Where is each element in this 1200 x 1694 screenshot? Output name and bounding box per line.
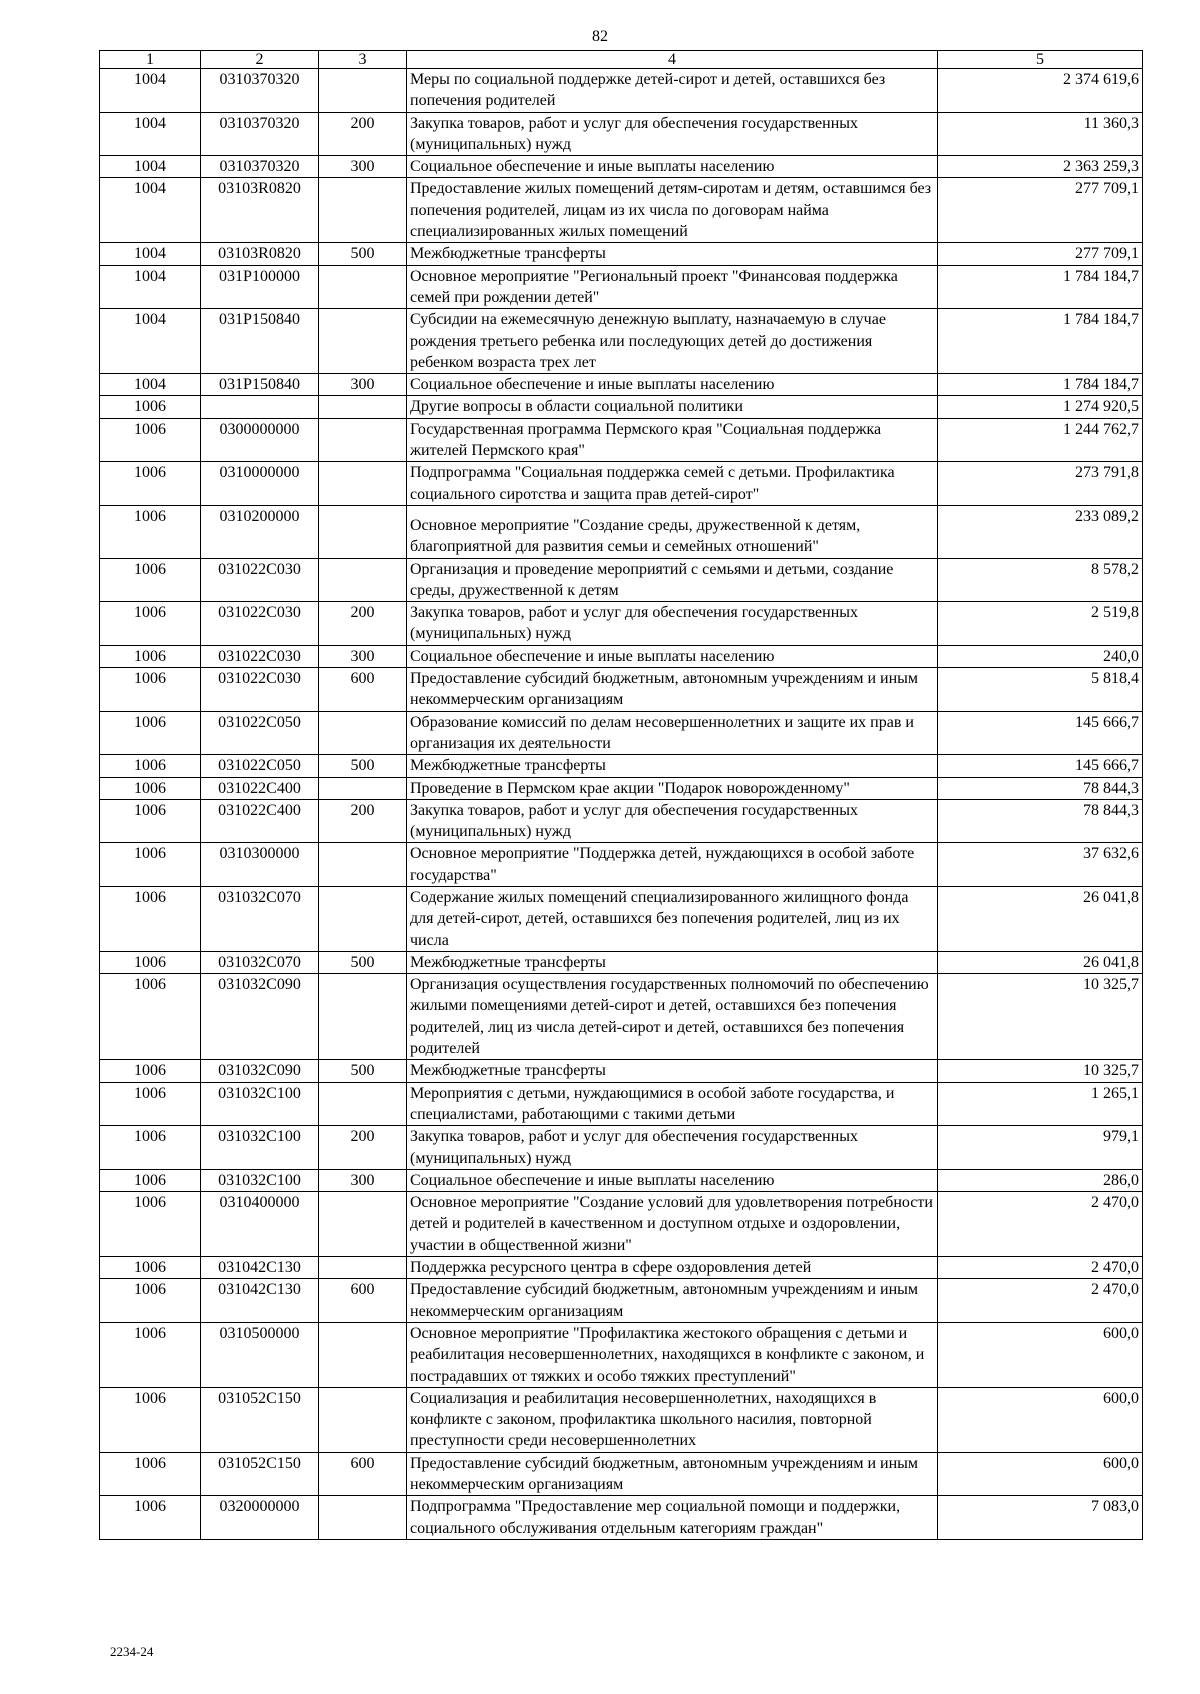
- table-row: [100, 558, 1143, 602]
- amount-cell: 600,0: [938, 1322, 1143, 1387]
- table-row: [100, 243, 1143, 265]
- table-row: [100, 396, 1143, 418]
- table-row: [100, 374, 1143, 396]
- target-article-cell: [201, 396, 319, 418]
- description-cell: Подпрограмма "Предоставление мер социальной помощи и поддержки, социального обслуживания отдельным категориям граждан": [407, 1496, 938, 1540]
- table-row: [100, 951, 1143, 973]
- target-article-cell: 031022С030: [201, 668, 319, 712]
- table-row: [100, 309, 1143, 374]
- table-row: [100, 645, 1143, 667]
- description-cell: Основное мероприятие "Поддержка детей, нуждающихся в особой заботе государства": [407, 843, 938, 887]
- expense-type-cell: 200: [319, 1126, 407, 1170]
- description-cell: Социальное обеспечение и иные выплаты населению: [407, 374, 938, 396]
- amount-cell: 1 265,1: [938, 1082, 1143, 1126]
- description-cell: Меры по социальной поддержке детей-сирот и детей, оставшихся без попечения родителей: [407, 69, 938, 113]
- amount-cell: 1 244 762,7: [938, 418, 1143, 462]
- description-cell: Предоставление субсидий бюджетным, автономным учреждениям и иным некоммерческим организациям: [407, 668, 938, 712]
- section-code-cell: 1006: [100, 1192, 201, 1257]
- section-code-cell: 1006: [100, 505, 201, 558]
- amount-cell: 2 374 619,6: [938, 69, 1143, 113]
- target-article-cell: 031032С100: [201, 1082, 319, 1126]
- section-code-cell: 1006: [100, 1322, 201, 1387]
- target-article-cell: 031022С030: [201, 602, 319, 646]
- section-code-cell: 1006: [100, 1082, 201, 1126]
- target-article-cell: 0310370320: [201, 69, 319, 113]
- expense-type-cell: [319, 886, 407, 951]
- section-code-cell: 1004: [100, 265, 201, 309]
- table-row: [100, 799, 1143, 843]
- expense-type-cell: [319, 462, 407, 506]
- table-row: [100, 265, 1143, 309]
- target-article-cell: 0310500000: [201, 1322, 319, 1387]
- target-article-cell: 031042С130: [201, 1257, 319, 1279]
- amount-cell: 1 274 920,5: [938, 396, 1143, 418]
- target-article-cell: 031052С150: [201, 1387, 319, 1452]
- section-code-cell: 1006: [100, 777, 201, 799]
- description-cell: Предоставление субсидий бюджетным, автономным учреждениям и иным некоммерческим организациям: [407, 1279, 938, 1323]
- description-cell: Закупка товаров, работ и услуг для обеспечения государственных (муниципальных) нужд: [407, 799, 938, 843]
- expense-type-cell: 300: [319, 374, 407, 396]
- expense-type-cell: [319, 558, 407, 602]
- description-cell: Социальное обеспечение и иные выплаты населению: [407, 156, 938, 178]
- section-code-cell: 1006: [100, 418, 201, 462]
- table-row: [100, 974, 1143, 1060]
- header-row: [100, 51, 1143, 69]
- table-row: [100, 505, 1143, 558]
- target-article-cell: 0310000000: [201, 462, 319, 506]
- header-col-2: 2: [201, 51, 319, 69]
- expense-type-cell: 200: [319, 799, 407, 843]
- expense-type-cell: [319, 418, 407, 462]
- description-cell: Государственная программа Пермского края "Социальная поддержка жителей Пермского края": [407, 418, 938, 462]
- description-cell: Межбюджетные трансферты: [407, 951, 938, 973]
- expense-type-cell: 500: [319, 243, 407, 265]
- page-number: 82: [592, 28, 608, 45]
- target-article-cell: 03103R0820: [201, 243, 319, 265]
- expense-type-cell: 300: [319, 1169, 407, 1191]
- target-article-cell: 031032С090: [201, 1060, 319, 1082]
- section-code-cell: 1006: [100, 462, 201, 506]
- amount-cell: 2 470,0: [938, 1192, 1143, 1257]
- description-cell: Образование комиссий по делам несовершеннолетних и защите их прав и организация их деятельности: [407, 711, 938, 755]
- expense-type-cell: [319, 777, 407, 799]
- table-row: [100, 178, 1143, 243]
- expense-type-cell: [319, 1257, 407, 1279]
- section-code-cell: 1006: [100, 1452, 201, 1496]
- description-cell: Закупка товаров, работ и услуг для обеспечения государственных (муниципальных) нужд: [407, 602, 938, 646]
- section-code-cell: 1004: [100, 69, 201, 113]
- description-cell: Предоставление субсидий бюджетным, автономным учреждениям и иным некоммерческим организациям: [407, 1452, 938, 1496]
- expense-type-cell: [319, 974, 407, 1060]
- amount-cell: 600,0: [938, 1452, 1143, 1496]
- target-article-cell: 031032С100: [201, 1169, 319, 1191]
- table-row: [100, 1387, 1143, 1452]
- amount-cell: 240,0: [938, 645, 1143, 667]
- description-cell: Основное мероприятие "Создание условий для удовлетворения потребности детей и родителей в качественном и доступном отдыхе и оздоровлении, участии в общественной жизни": [407, 1192, 938, 1257]
- section-code-cell: 1006: [100, 668, 201, 712]
- target-article-cell: 031032С070: [201, 886, 319, 951]
- amount-cell: 286,0: [938, 1169, 1143, 1191]
- description-cell: Социальное обеспечение и иные выплаты населению: [407, 645, 938, 667]
- amount-cell: 7 083,0: [938, 1496, 1143, 1540]
- description-cell: Основное мероприятие "Профилактика жестокого обращения с детьми и реабилитация несовершеннолетних, находящихся в конфликте с законом, и пострадавших от тяжких и особо тяжких преступлений": [407, 1322, 938, 1387]
- expense-type-cell: 600: [319, 1279, 407, 1323]
- amount-cell: 2 470,0: [938, 1257, 1143, 1279]
- description-cell: Мероприятия с детьми, нуждающимися в особой заботе государства, и специалистами, работающими с такими детьми: [407, 1082, 938, 1126]
- amount-cell: 277 709,1: [938, 178, 1143, 243]
- amount-cell: 37 632,6: [938, 843, 1143, 887]
- target-article-cell: 0310370320: [201, 156, 319, 178]
- amount-cell: 8 578,2: [938, 558, 1143, 602]
- target-article-cell: 031P100000: [201, 265, 319, 309]
- amount-cell: 78 844,3: [938, 777, 1143, 799]
- description-cell: Проведение в Пермском крае акции "Подарок новорожденному": [407, 777, 938, 799]
- expense-type-cell: [319, 1192, 407, 1257]
- section-code-cell: 1006: [100, 1060, 201, 1082]
- section-code-cell: 1006: [100, 396, 201, 418]
- table-row: [100, 156, 1143, 178]
- description-cell: Предоставление жилых помещений детям-сиротам и детям, оставшимся без попечения родителей, лицам из их числа по договорам найма специализированных жилых помещений: [407, 178, 938, 243]
- description-cell: Закупка товаров, работ и услуг для обеспечения государственных (муниципальных) нужд: [407, 112, 938, 156]
- target-article-cell: 031022С400: [201, 777, 319, 799]
- section-code-cell: 1006: [100, 886, 201, 951]
- amount-cell: 78 844,3: [938, 799, 1143, 843]
- table-row: [100, 886, 1143, 951]
- target-article-cell: 031022С030: [201, 558, 319, 602]
- target-article-cell: 031022С050: [201, 711, 319, 755]
- section-code-cell: 1004: [100, 112, 201, 156]
- target-article-cell: 031P150840: [201, 309, 319, 374]
- header-col-1: 1: [100, 51, 201, 69]
- section-code-cell: 1006: [100, 799, 201, 843]
- expense-type-cell: [319, 1496, 407, 1540]
- target-article-cell: 031052С150: [201, 1452, 319, 1496]
- table-row: [100, 711, 1143, 755]
- target-article-cell: 0300000000: [201, 418, 319, 462]
- table-row: [100, 112, 1143, 156]
- amount-cell: 26 041,8: [938, 951, 1143, 973]
- table-row: [100, 602, 1143, 646]
- target-article-cell: 0310400000: [201, 1192, 319, 1257]
- amount-cell: 277 709,1: [938, 243, 1143, 265]
- amount-cell: 1 784 184,7: [938, 374, 1143, 396]
- table-body: [100, 69, 1143, 1540]
- table-row: [100, 843, 1143, 887]
- description-cell: Другие вопросы в области социальной политики: [407, 396, 938, 418]
- expense-type-cell: 600: [319, 1452, 407, 1496]
- amount-cell: 2 519,8: [938, 602, 1143, 646]
- expense-type-cell: [319, 396, 407, 418]
- section-code-cell: 1006: [100, 602, 201, 646]
- section-code-cell: 1006: [100, 1387, 201, 1452]
- target-article-cell: 031032С090: [201, 974, 319, 1060]
- section-code-cell: 1006: [100, 1169, 201, 1191]
- description-cell: Социальное обеспечение и иные выплаты населению: [407, 1169, 938, 1191]
- table-row: [100, 1060, 1143, 1082]
- section-code-cell: 1006: [100, 558, 201, 602]
- amount-cell: 2 363 259,3: [938, 156, 1143, 178]
- amount-cell: 11 360,3: [938, 112, 1143, 156]
- expense-type-cell: 300: [319, 645, 407, 667]
- amount-cell: 26 041,8: [938, 886, 1143, 951]
- section-code-cell: 1006: [100, 1496, 201, 1540]
- description-cell: Основное мероприятие "Создание среды, дружественной к детям, благоприятной для развития семьи и семейных отношений": [407, 505, 938, 558]
- description-cell: Основное мероприятие "Региональный проект "Финансовая поддержка семей при рождении детей": [407, 265, 938, 309]
- table-row: [100, 1452, 1143, 1496]
- table-row: [100, 1169, 1143, 1191]
- section-code-cell: 1004: [100, 243, 201, 265]
- expense-type-cell: [319, 69, 407, 113]
- table-row: [100, 668, 1143, 712]
- description-cell: Организация осуществления государственных полномочий по обеспечению жилыми помещениями детей-сирот и детей, оставшихся без попечения родителей, лиц из числа детей-сирот и детей, оставшихся без попечения родителей: [407, 974, 938, 1060]
- section-code-cell: 1006: [100, 974, 201, 1060]
- amount-cell: 145 666,7: [938, 755, 1143, 777]
- expense-type-cell: [319, 178, 407, 243]
- expense-type-cell: [319, 843, 407, 887]
- target-article-cell: 0310300000: [201, 843, 319, 887]
- target-article-cell: 031032С100: [201, 1126, 319, 1170]
- target-article-cell: 031032С070: [201, 951, 319, 973]
- amount-cell: 5 818,4: [938, 668, 1143, 712]
- expense-type-cell: [319, 1387, 407, 1452]
- section-code-cell: 1006: [100, 1279, 201, 1323]
- header-col-3: 3: [319, 51, 407, 69]
- table-row: [100, 1192, 1143, 1257]
- description-cell: Межбюджетные трансферты: [407, 755, 938, 777]
- amount-cell: 2 470,0: [938, 1279, 1143, 1323]
- header-col-5: 5: [938, 51, 1143, 69]
- target-article-cell: 031022С050: [201, 755, 319, 777]
- expense-type-cell: 500: [319, 1060, 407, 1082]
- expense-type-cell: 200: [319, 112, 407, 156]
- amount-cell: 979,1: [938, 1126, 1143, 1170]
- description-cell: Социализация и реабилитация несовершеннолетних, находящихся в конфликте с законом, профилактика школьного насилия, повторной преступности среди несовершеннолетних: [407, 1387, 938, 1452]
- target-article-cell: 031P150840: [201, 374, 319, 396]
- table-row: [100, 1322, 1143, 1387]
- section-code-cell: 1004: [100, 156, 201, 178]
- description-cell: Организация и проведение мероприятий с семьями и детьми, создание среды, дружественной к детям: [407, 558, 938, 602]
- expense-type-cell: 300: [319, 156, 407, 178]
- header-col-4: 4: [407, 51, 938, 69]
- amount-cell: 233 089,2: [938, 505, 1143, 558]
- target-article-cell: 0310200000: [201, 505, 319, 558]
- table-row: [100, 1126, 1143, 1170]
- amount-cell: 1 784 184,7: [938, 309, 1143, 374]
- target-article-cell: 0320000000: [201, 1496, 319, 1540]
- expense-type-cell: [319, 711, 407, 755]
- amount-cell: 10 325,7: [938, 974, 1143, 1060]
- target-article-cell: 03103R0820: [201, 178, 319, 243]
- expense-type-cell: 500: [319, 755, 407, 777]
- table-row: [100, 418, 1143, 462]
- table-row: [100, 755, 1143, 777]
- expense-type-cell: 600: [319, 668, 407, 712]
- description-cell: Межбюджетные трансферты: [407, 243, 938, 265]
- target-article-cell: 0310370320: [201, 112, 319, 156]
- amount-cell: 10 325,7: [938, 1060, 1143, 1082]
- section-code-cell: 1004: [100, 309, 201, 374]
- expense-type-cell: [319, 309, 407, 374]
- expense-type-cell: [319, 265, 407, 309]
- section-code-cell: 1004: [100, 374, 201, 396]
- section-code-cell: 1006: [100, 645, 201, 667]
- section-code-cell: 1006: [100, 755, 201, 777]
- description-cell: Содержание жилых помещений специализированного жилищного фонда для детей-сирот, детей, оставшихся без попечения родителей, лиц из их числа: [407, 886, 938, 951]
- expense-type-cell: 200: [319, 602, 407, 646]
- table-row: [100, 1082, 1143, 1126]
- section-code-cell: 1006: [100, 951, 201, 973]
- target-article-cell: 031022С400: [201, 799, 319, 843]
- table-row: [100, 69, 1143, 113]
- expense-type-cell: [319, 1082, 407, 1126]
- section-code-cell: 1006: [100, 711, 201, 755]
- section-code-cell: 1006: [100, 843, 201, 887]
- description-cell: Межбюджетные трансферты: [407, 1060, 938, 1082]
- target-article-cell: 031042С130: [201, 1279, 319, 1323]
- amount-cell: 273 791,8: [938, 462, 1143, 506]
- table-row: [100, 777, 1143, 799]
- description-cell: Поддержка ресурсного центра в сфере оздоровления детей: [407, 1257, 938, 1279]
- section-code-cell: 1006: [100, 1257, 201, 1279]
- section-code-cell: 1006: [100, 1126, 201, 1170]
- expense-type-cell: 500: [319, 951, 407, 973]
- description-cell: Подпрограмма "Социальная поддержка семей с детьми. Профилактика социального сиротства и защита прав детей-сирот": [407, 462, 938, 506]
- target-article-cell: 031022С030: [201, 645, 319, 667]
- expense-type-cell: [319, 1322, 407, 1387]
- amount-cell: 1 784 184,7: [938, 265, 1143, 309]
- amount-cell: 600,0: [938, 1387, 1143, 1452]
- table-row: [100, 1496, 1143, 1540]
- description-cell: Закупка товаров, работ и услуг для обеспечения государственных (муниципальных) нужд: [407, 1126, 938, 1170]
- table-row: [100, 1257, 1143, 1279]
- table-row: [100, 462, 1143, 506]
- expense-type-cell: [319, 505, 407, 558]
- section-code-cell: 1004: [100, 178, 201, 243]
- document-code: 2234-24: [110, 1644, 154, 1659]
- amount-cell: 145 666,7: [938, 711, 1143, 755]
- budget-table: [99, 50, 1143, 1540]
- table-row: [100, 1279, 1143, 1323]
- description-cell: Субсидии на ежемесячную денежную выплату, назначаемую в случае рождения третьего ребенка или последующих детей до достижения ребенком возраста трех лет: [407, 309, 938, 374]
